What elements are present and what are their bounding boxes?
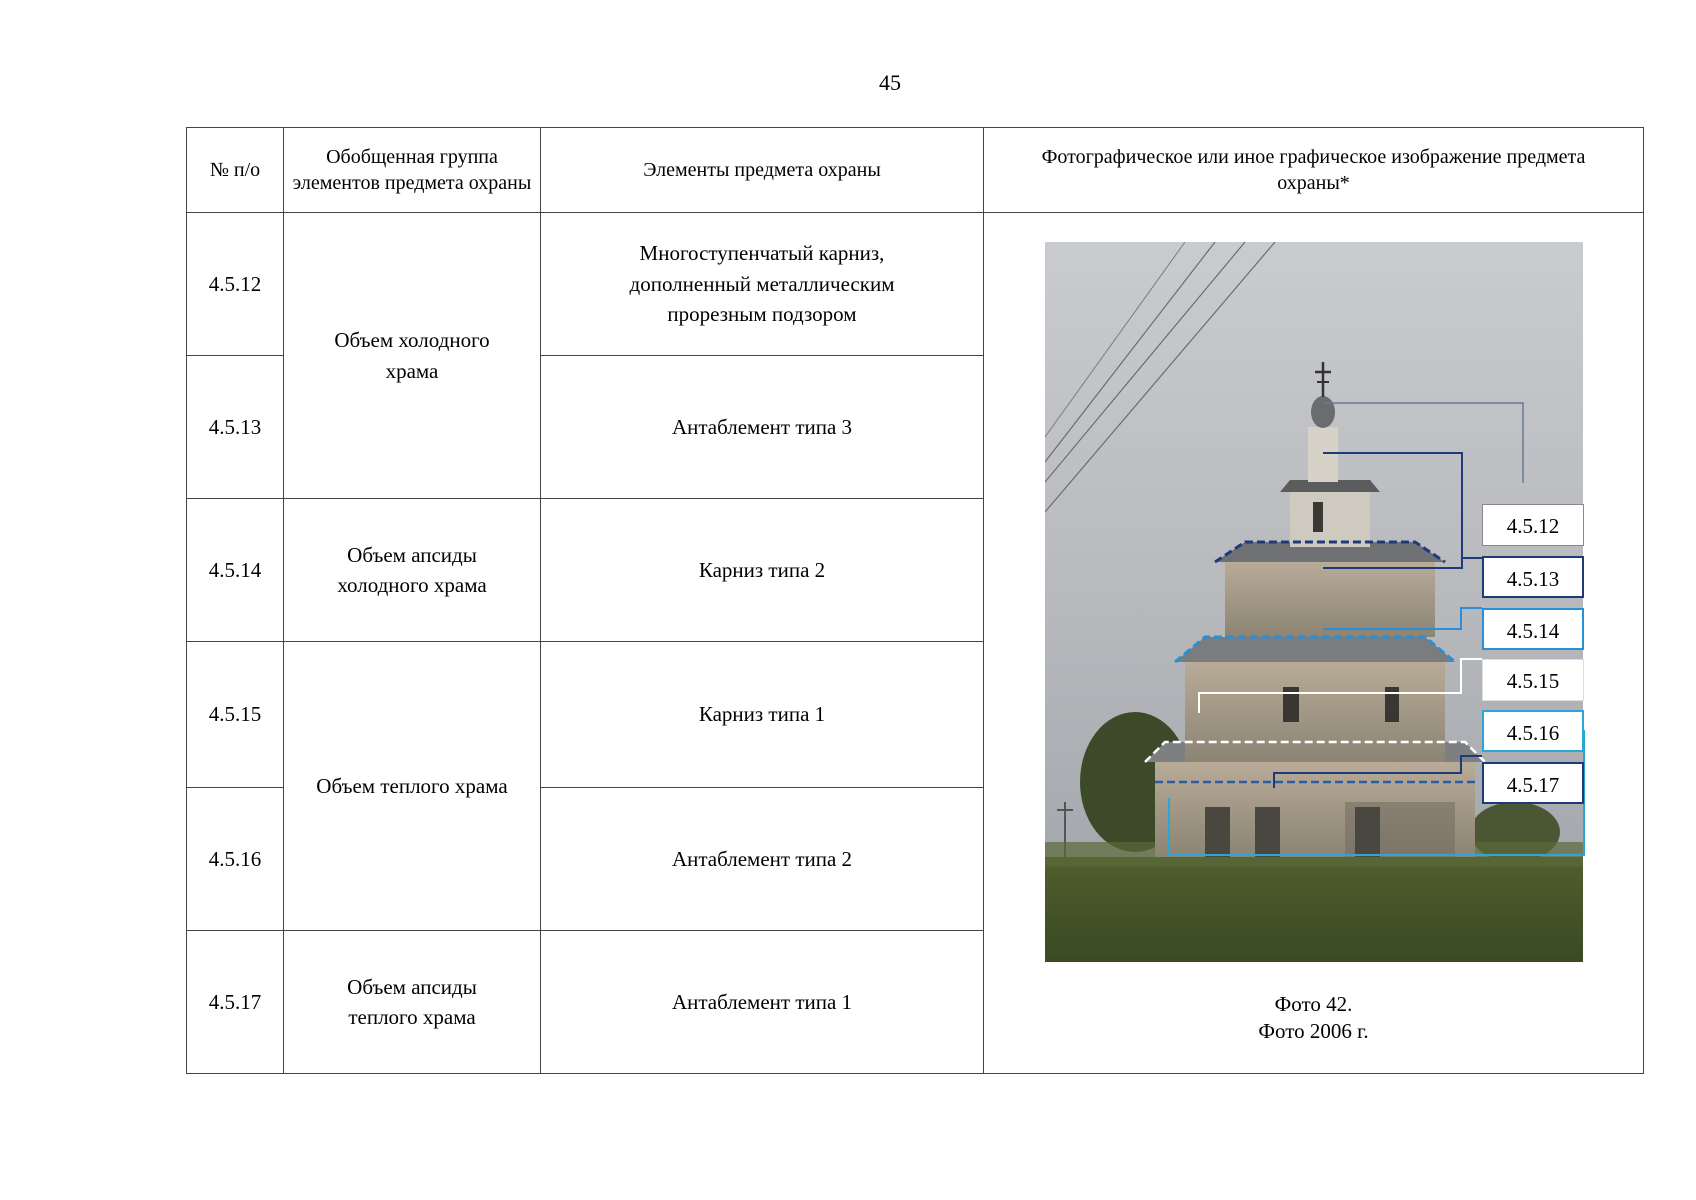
element-cell [541, 788, 984, 931]
caption-photo-year: Фото 2006 г. [1258, 1019, 1369, 1044]
header-group: Обобщенная группа элементов предмета охраны [284, 128, 541, 213]
header-num: № п/о [187, 128, 284, 213]
row-number: 4.5.12 [187, 213, 284, 356]
element-cell [541, 499, 984, 642]
callout-4-5-15: 4.5.15 [1482, 659, 1584, 701]
group-cell [284, 642, 541, 931]
callout-4-5-13: 4.5.13 [1482, 556, 1584, 598]
table-header-row [187, 128, 1644, 213]
photo-figure [984, 213, 1643, 1073]
callout-4-5-16: 4.5.16 [1482, 710, 1584, 752]
element-cell [541, 931, 984, 1074]
group-label: Объем апсиды теплого храма [347, 974, 477, 1029]
row-number: 4.5.17 [187, 931, 284, 1074]
group-cell [284, 213, 541, 499]
caption-photo-number: Фото 42. [1274, 992, 1353, 1016]
row-number: 4.5.13 [187, 356, 284, 499]
element-cell [541, 642, 984, 788]
group-label: Объем холодного храма [334, 328, 490, 383]
photo-caption [984, 991, 1643, 1046]
callout-4-5-17: 4.5.17 [1482, 762, 1584, 804]
callout-4-5-14: 4.5.14 [1482, 608, 1584, 650]
group-cell [284, 499, 541, 642]
element-label: Карниз типа 1 [698, 702, 826, 727]
row-number: 4.5.15 [187, 642, 284, 788]
header-image: Фотографическое или иное графическое изображение предмета охраны* [984, 128, 1644, 213]
group-label: Объем теплого храма [316, 773, 508, 798]
group-cell [284, 931, 541, 1074]
element-cell [541, 213, 984, 356]
header-elements: Элементы предмета охраны [541, 128, 984, 213]
callout-4-5-12: 4.5.12 [1482, 504, 1584, 546]
element-cell [541, 356, 984, 499]
row-number: 4.5.14 [187, 499, 284, 642]
photo-cell [984, 213, 1644, 1074]
element-label: Многоступенчатый карниз, дополненный металлическим прорезным подзором [629, 241, 895, 327]
group-label: Объем апсиды холодного храма [337, 542, 487, 597]
table-row [187, 213, 1644, 356]
protection-elements-table [186, 127, 1644, 1074]
element-label: Антаблемент типа 2 [671, 846, 853, 871]
element-label: Антаблемент типа 3 [671, 414, 853, 439]
element-label: Антаблемент типа 1 [671, 989, 853, 1014]
page-number: 45 [879, 70, 901, 95]
element-label: Карниз типа 2 [698, 557, 826, 582]
row-number: 4.5.16 [187, 788, 284, 931]
